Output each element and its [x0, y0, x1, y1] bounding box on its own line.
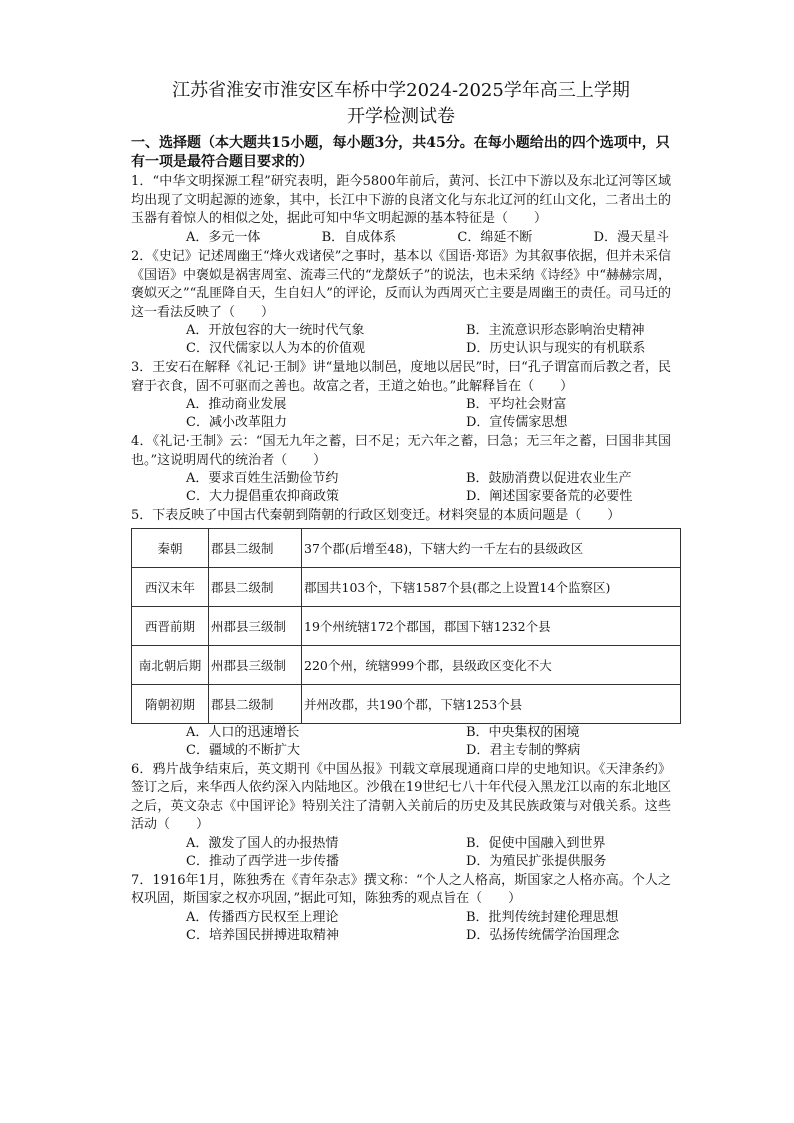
q7-option-a[interactable]: A．传播西方民权至上理论: [186, 909, 339, 925]
question-5-options: [131, 724, 671, 760]
question-4-stem: 4．《礼记·王制》云：“国无九年之蓄，曰不足；无六年之蓄，曰急；无三年之蓄，曰国非其国也。”这说明周代的统治者（ ）: [131, 434, 671, 468]
q5-option-d[interactable]: D．君主专制的弊病: [466, 742, 581, 758]
q4-option-c[interactable]: C．大力提倡重农抑商政策: [186, 489, 339, 504]
q1-option-a[interactable]: A．多元一体: [186, 229, 261, 245]
q5-option-c[interactable]: C．疆域的不断扩大: [186, 742, 300, 758]
table-cell-system: 州郡县三级制: [209, 606, 302, 645]
q4-option-b[interactable]: B．鼓励消费以促进农业生产: [466, 471, 632, 486]
q7-option-d[interactable]: D．弘扬传统儒学治国理念: [466, 927, 620, 943]
table-cell-detail: 19个州统辖172个郡国，郡国下辖1232个县: [302, 606, 681, 645]
q6-option-c[interactable]: C．推动了西学进一步传播: [186, 853, 339, 869]
table-cell-dynasty: 西晋前期: [132, 606, 209, 645]
question-5-stem: 5．下表反映了中国古代秦朝到隋朝的行政区划变迁。材料突显的本质问题是（ ）: [131, 508, 621, 523]
section-heading: 一、选择题（本大题共15小题，每小题3分，共45分。在每小题给出的四个选项中，只有一项是最符合题目要求的）: [131, 135, 670, 170]
q5-option-b[interactable]: B．中央集权的困境: [466, 724, 580, 740]
admin-division-table: [131, 528, 681, 724]
exam-title-line2: 开学检测试卷: [347, 106, 455, 127]
table-row: [132, 567, 681, 606]
question-3-stem: 3．王安石在解释《礼记·王制》讲“量地以制邑，度地以居民”时，曰“孔子谓富而后教之者，民窘于衣食，固不可驱而之善也。故富之者，王道之始也。”此解释旨在（ ）: [131, 360, 671, 394]
q5-option-a[interactable]: A．人口的迅速增长: [186, 724, 300, 740]
table-cell-system: 郡县二级制: [209, 567, 302, 606]
table-cell-dynasty: 秦朝: [132, 528, 209, 567]
q4-option-d[interactable]: D．阐述国家要备荒的必要性: [466, 489, 633, 504]
table-cell-dynasty: 西汉末年: [132, 567, 209, 606]
question-4-options: [131, 470, 671, 506]
table-cell-system: 州郡县三级制: [209, 645, 302, 684]
question-1-options: [131, 229, 671, 248]
exam-page: [131, 78, 671, 945]
question-7-stem: 7．1916年1月，陈独秀在《青年杂志》撰文称：“个人之人格高，斯国家之人格亦高。个人之权巩固，斯国家之权亦巩固，”据此可知，陈独秀的观点旨在（ ）: [131, 872, 671, 906]
question-6-options: [131, 835, 671, 871]
q6-option-a[interactable]: A．激发了国人的办报热情: [186, 835, 339, 851]
q2-option-a[interactable]: A．开放包容的大一统时代气象: [186, 323, 365, 338]
q6-option-b[interactable]: B．促使中国融入到世界: [466, 835, 606, 851]
question-2-stem: 2．《史记》记述周幽王“烽火戏诸侯”之事时，基本以《国语·郑语》为其叙事依据，但并未采信《国语》中褒姒是祸害周室、流毒三代的“龙漦妖子”的说法，也未采纳《诗经》中“赫赫宗周，褒姒灭之”“乱匪降自天，生自妇人”的评论，反而认为西周灭亡主要是周幽王的责任。司马迁的这一看法反映了（ ）: [131, 249, 671, 320]
table-cell-system: 郡县二级制: [209, 528, 302, 567]
table-row: [132, 645, 681, 684]
question-7-options: [131, 909, 671, 945]
table-row: [132, 684, 681, 723]
q3-option-a[interactable]: A．推动商业发展: [186, 397, 287, 412]
q4-option-a[interactable]: A．要求百姓生活勤俭节约: [186, 471, 339, 486]
table-row: [132, 606, 681, 645]
table-cell-detail: 220个州，统辖999个郡，县级政区变化不大: [302, 645, 681, 684]
table-cell-detail: 郡国共103个，下辖1587个县(郡之上设置14个监察区): [302, 567, 681, 606]
q3-option-c[interactable]: C．减小改革阻力: [186, 415, 287, 430]
question-2-options: [131, 322, 671, 358]
question-6-stem: 6．鸦片战争结束后，英文期刊《中国丛报》刊载文章展现通商口岸的史地知识。《天津条约》签订之后，来华西人依约深入内陆地区。沙俄在19世纪七八十年代侵入黑龙江以南的东北地区之后，英文杂志《中国评论》特别关注了清朝入关前后的历史及其民族政策与对俄关系。这些活动（ ）: [131, 761, 671, 832]
table-cell-dynasty: 隋朝初期: [132, 684, 209, 723]
q3-option-b[interactable]: B．平均社会财富: [466, 397, 567, 412]
q2-option-b[interactable]: B．主流意识形态影响治史精神: [466, 323, 645, 338]
table-cell-detail: 37个郡(后增至48)，下辖大约一千左右的县级政区: [302, 528, 681, 567]
q2-option-c[interactable]: C．汉代儒家以人为本的价值观: [186, 341, 365, 356]
table-cell-dynasty: 南北朝后期: [132, 645, 209, 684]
q1-option-b[interactable]: B．自成体系: [321, 229, 397, 245]
q3-option-d[interactable]: D．宣传儒家思想: [466, 415, 568, 430]
question-1-stem: 1．“中华文明探源工程”研究表明，距今5800年前后，黄河、长江中下游以及东北辽河等区域均出现了文明起源的迹象，其中，长江中下游的良渚文化与东北辽河的红山文化，二者出土的玉器有着惊人的相似之处，据此可知中华文明起源的基本特征是（ ）: [131, 174, 671, 226]
q7-option-c[interactable]: C．培养国民拼搏进取精神: [186, 927, 339, 943]
q6-option-d[interactable]: D．为殖民扩张提供服务: [466, 853, 607, 869]
exam-title-line1: 江苏省淮安市淮安区车桥中学2024-2025学年高三上学期: [172, 80, 630, 101]
q1-option-d[interactable]: D．漫天星斗: [593, 229, 669, 245]
table-cell-detail: 并州改郡，共190个郡，下辖1253个县: [302, 684, 681, 723]
table-row: [132, 528, 681, 567]
question-3-options: [131, 396, 671, 432]
q7-option-b[interactable]: B．批判传统封建伦理思想: [466, 909, 619, 925]
table-cell-system: 郡县二级制: [209, 684, 302, 723]
q1-option-c[interactable]: C．绵延不断: [457, 229, 533, 245]
q2-option-d[interactable]: D．历史认识与现实的有机联系: [466, 341, 646, 356]
